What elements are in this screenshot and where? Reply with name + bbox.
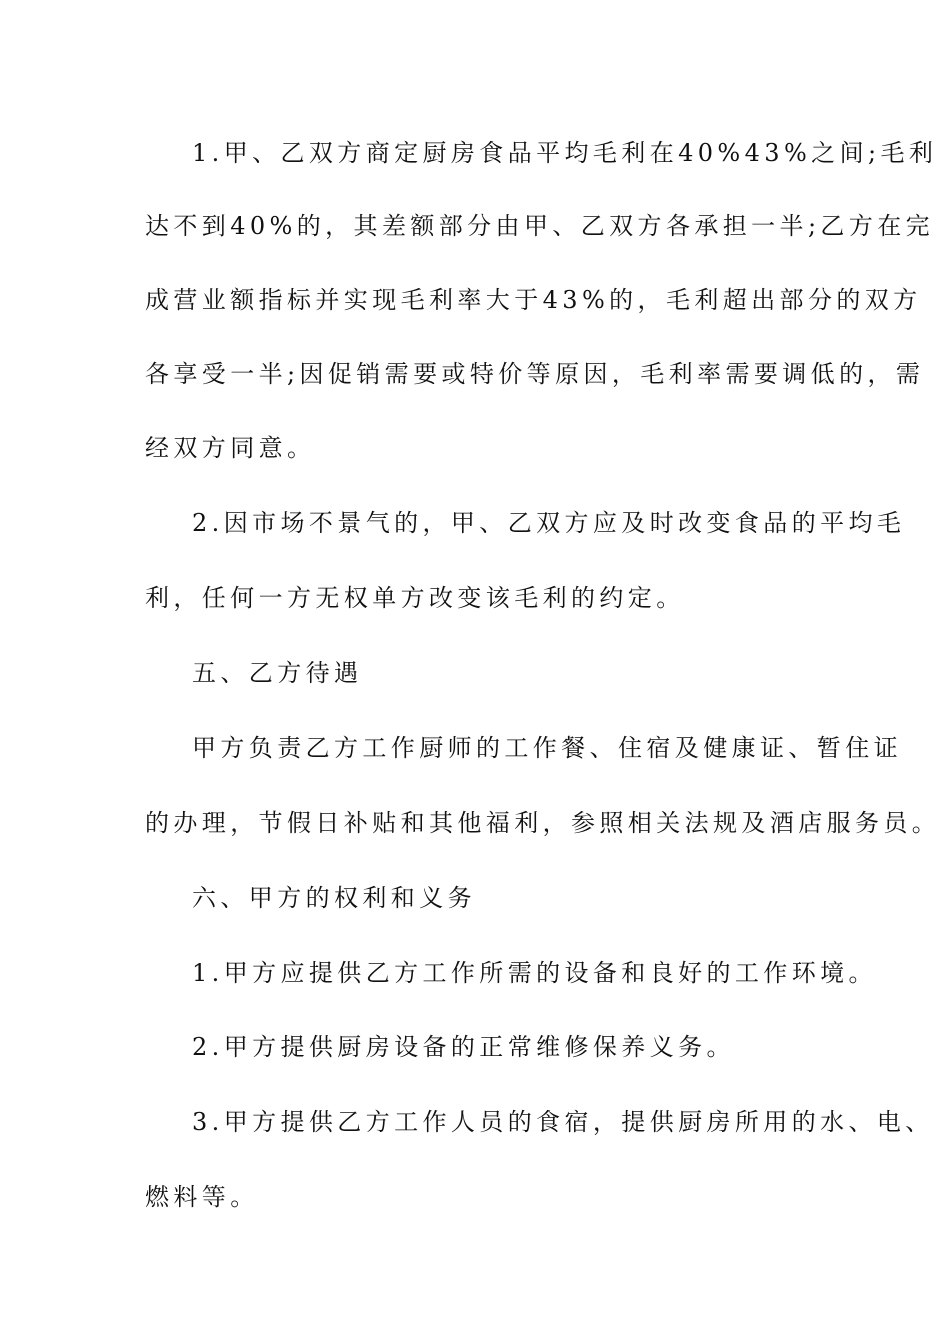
paragraph-line: 经双方同意。: [145, 434, 316, 462]
paragraph-line: 燃料等。: [145, 1183, 259, 1211]
paragraph-line: 的办理，节假日补贴和其他福利，参照相关法规及酒店服务员。: [145, 809, 941, 837]
section-heading: 五、乙方待遇: [192, 659, 363, 687]
paragraph-line: 1.甲方应提供乙方工作所需的设备和良好的工作环境。: [192, 959, 877, 987]
paragraph-line: 成营业额指标并实现毛利率大于43%的，毛利超出部分的双方: [145, 286, 922, 314]
paragraph-line: 各享受一半;因促销需要或特价等原因，毛利率需要调低的，需: [145, 360, 925, 388]
paragraph-line: 2.甲方提供厨房设备的正常维修保养义务。: [192, 1033, 735, 1061]
paragraph-line: 利，任何一方无权单方改变该毛利的约定。: [145, 584, 685, 612]
paragraph-line: 2.因市场不景气的，甲、乙双方应及时改变食品的平均毛: [192, 509, 906, 537]
paragraph-line: 达不到40%的，其差额部分由甲、乙双方各承担一半;乙方在完: [145, 212, 935, 240]
section-heading: 六、甲方的权利和义务: [192, 884, 476, 912]
paragraph-line: 1.甲、乙双方商定厨房食品平均毛利在40%43%之间;毛利: [192, 139, 938, 167]
paragraph-line: 甲方负责乙方工作厨师的工作餐、住宿及健康证、暂住证: [192, 734, 902, 762]
paragraph-line: 3.甲方提供乙方工作人员的食宿，提供厨房所用的水、电、: [192, 1108, 934, 1136]
